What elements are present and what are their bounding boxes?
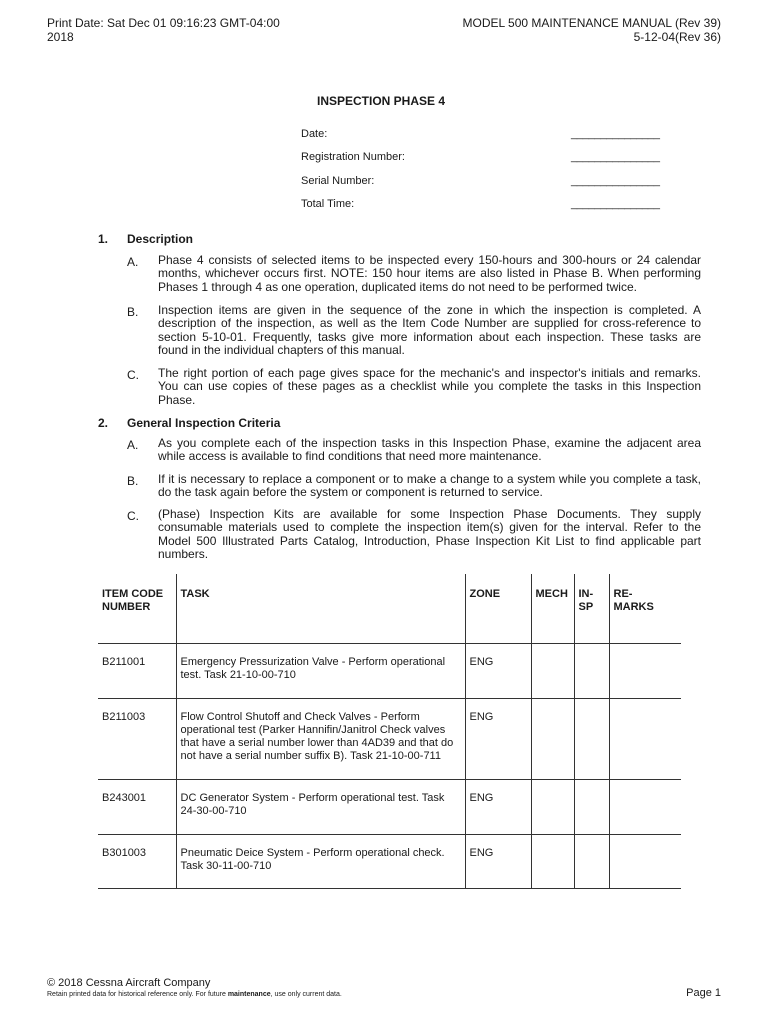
remarks-cell[interactable]: [609, 699, 681, 780]
section-2-c-text: (Phase) Inspection Kits are available for some Inspection Phase Documents. They supply consumable materials used to complete the inspection item(s) given for the interval. Refer to the Model 500 Illustrated Parts Catalog, Introduction, Phase Inspection Kit List to find applicable part numbers.: [158, 507, 701, 562]
table-row: [98, 644, 681, 699]
table-row: [98, 835, 681, 889]
section-2-a-text: As you complete each of the inspection tasks in this Inspection Phase, examine the adjacent area while access is available to find conditions that need more maintenance.: [158, 436, 701, 464]
zone-cell: ENG: [465, 699, 531, 780]
serial-blank: _______________: [571, 175, 660, 187]
item-code-cell: B211003: [98, 699, 176, 780]
task-cell: Flow Control Shutoff and Check Valves - Perform operational test (Parker Hannifin/Janitrol Check valves that have a serial number lower than 4AD39 and that do not have a serial number suffix B). Task 21-10-00-711: [176, 699, 465, 780]
total-time-label: Total Time:: [301, 198, 355, 210]
col-remarks: RE- MARKS: [609, 574, 681, 644]
section-1-c-letter: C.: [127, 368, 139, 382]
mech-initials-cell[interactable]: [531, 699, 574, 780]
section-1-a-text: Phase 4 consists of selected items to be inspected every 150-hours and 300-hours or 24 calendar months, whichever occurs first. NOTE: 150 hour items are also listed in Phase B. When performing Phases 1 through 4 as one operation, duplicated items do not need to be performed twice.: [158, 253, 701, 294]
serial-label: Serial Number:: [301, 175, 375, 187]
section-2-c-letter: C.: [127, 509, 139, 523]
section-2-number: 2.: [98, 416, 109, 430]
print-date-line2: 2018: [47, 30, 74, 44]
task-cell: DC Generator System - Perform operational test. Task 24-30-00-710: [176, 780, 465, 835]
col-insp: IN- SP: [574, 574, 609, 644]
copyright: © 2018 Cessna Aircraft Company: [47, 977, 211, 989]
col-mech: MECH: [531, 574, 574, 644]
mech-initials-cell[interactable]: [531, 644, 574, 699]
item-code-cell: B301003: [98, 835, 176, 889]
section-1-a-letter: A.: [127, 255, 139, 269]
inspector-initials-cell[interactable]: [574, 644, 609, 699]
zone-cell: ENG: [465, 835, 531, 889]
manual-title: MODEL 500 MAINTENANCE MANUAL (Rev 39): [462, 16, 721, 30]
remarks-cell[interactable]: [609, 780, 681, 835]
page-number: Page 1: [686, 987, 721, 999]
section-2-a-letter: A.: [127, 438, 139, 452]
remarks-cell[interactable]: [609, 644, 681, 699]
item-code-cell: B211001: [98, 644, 176, 699]
date-blank: _______________: [571, 128, 660, 140]
section-2-b-letter: B.: [127, 474, 139, 488]
total-time-blank: _______________: [571, 198, 660, 210]
col-item-code: ITEM CODE NUMBER: [98, 574, 176, 644]
table-row: [98, 699, 681, 780]
zone-cell: ENG: [465, 780, 531, 835]
print-date: [47, 16, 280, 44]
retention-notice: Retain printed data for historical reference only. For future maintenance, use only current data.: [47, 991, 342, 998]
col-task: TASK: [176, 574, 465, 644]
inspector-initials-cell[interactable]: [574, 699, 609, 780]
zone-cell: ENG: [465, 644, 531, 699]
section-1-title: Description: [127, 232, 194, 246]
section-1-b-letter: B.: [127, 305, 139, 319]
inspection-table: [98, 574, 681, 889]
mech-initials-cell[interactable]: [531, 780, 574, 835]
item-code-cell: B243001: [98, 780, 176, 835]
mech-initials-cell[interactable]: [531, 835, 574, 889]
table-row: [98, 780, 681, 835]
col-zone: ZONE: [465, 574, 531, 644]
inspector-initials-cell[interactable]: [574, 780, 609, 835]
section-1-number: 1.: [98, 232, 109, 246]
section-1-b-text: Inspection items are given in the sequence of the zone in which the inspection is completed. A description of the inspection, as well as the Item Code Number are supplied for cross-reference to section 5-10-01. Frequently, tasks give more information about each inspection. These tasks are found in the individual chapters of this manual.: [158, 303, 701, 358]
print-date-line1: Print Date: Sat Dec 01 09:16:23 GMT-04:00: [47, 16, 280, 30]
manual-ref: 5-12-04(Rev 36): [633, 30, 721, 44]
registration-label: Registration Number:: [301, 151, 405, 163]
date-label: Date:: [301, 128, 328, 140]
task-cell: Emergency Pressurization Valve - Perform operational test. Task 21-10-00-710: [176, 644, 465, 699]
remarks-cell[interactable]: [609, 835, 681, 889]
section-1-c-text: The right portion of each page gives space for the mechanic's and inspector's initials and remarks. You can use copies of these pages as a checklist while you complete the tasks in this Inspection Phase.: [158, 366, 701, 407]
page-title: INSPECTION PHASE 4: [317, 94, 446, 108]
registration-blank: _______________: [571, 151, 660, 163]
inspector-initials-cell[interactable]: [574, 835, 609, 889]
manual-header: [462, 16, 721, 44]
section-2-title: General Inspection Criteria: [127, 416, 281, 430]
task-cell: Pneumatic Deice System - Perform operational check. Task 30-11-00-710: [176, 835, 465, 889]
section-2-b-text: If it is necessary to replace a component or to make a change to a system while you complete a task, do the task again before the system or component is returned to service.: [158, 472, 701, 500]
table-header-row: [98, 574, 681, 644]
